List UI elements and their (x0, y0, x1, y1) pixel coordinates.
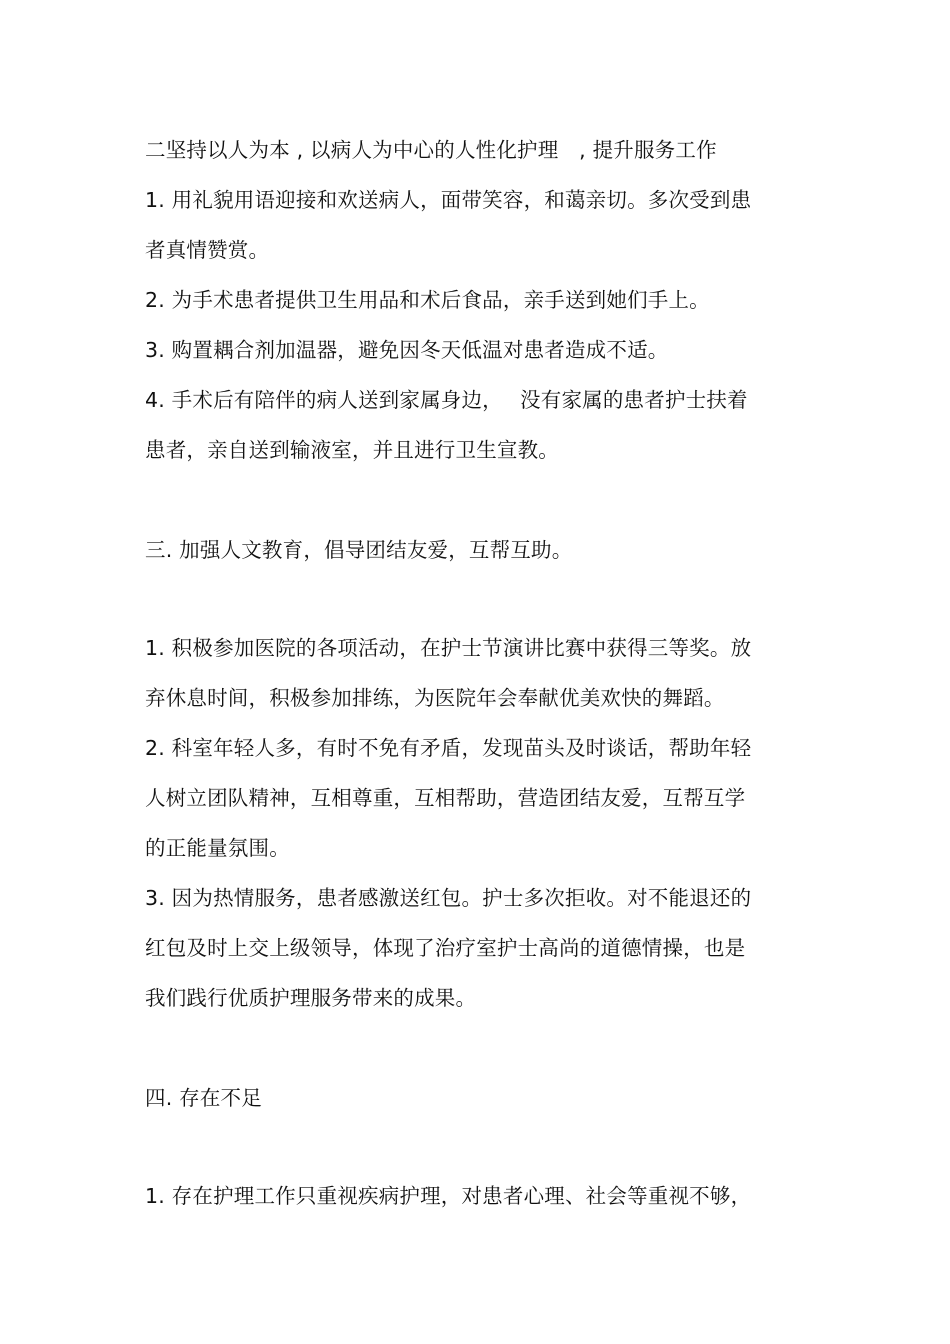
paragraph-line: 2. 为手术患者提供卫生用品和术后食品，亲手送到她们手上。 (145, 288, 710, 312)
paragraph-line: 1. 用礼貌用语迎接和欢送病人，面带笑容，和蔼亲切。多次受到患 (145, 188, 752, 212)
paragraph-line: 2. 科室年轻人多，有时不免有矛盾，发现苗头及时谈话，帮助年轻 (145, 736, 752, 760)
section-heading-3: 三. 加强人文教育，倡导团结友爱，互帮互助。 (145, 538, 573, 562)
paragraph-line: 我们践行优质护理服务带来的成果。 (145, 986, 477, 1010)
paragraph-line: 1. 存在护理工作只重视疾病护理，对患者心理、社会等重视不够， (145, 1184, 752, 1208)
paragraph-line: 1. 积极参加医院的各项活动，在护士节演讲比赛中获得三等奖。放 (145, 636, 752, 660)
paragraph-line: 红包及时上交上级领导，体现了治疗室护士高尚的道德情操，也是 (145, 936, 746, 960)
paragraph-line: 人树立团队精神，互相尊重，互相帮助，营造团结友爱，互帮互学 (145, 786, 746, 810)
paragraph-line: 3. 因为热情服务，患者感激送红包。护士多次拒收。对不能退还的 (145, 886, 752, 910)
paragraph-line: 的正能量氛围。 (145, 836, 290, 860)
paragraph-line: 者真情赞赏。 (145, 238, 270, 262)
section-heading-2: 二坚持以人为本 , 以病人为中心的人性化护理 , 提升服务工作 (145, 138, 717, 162)
paragraph-line: 3. 购置耦合剂加温器，避免因冬天低温对患者造成不适。 (145, 338, 669, 362)
paragraph-line: 4. 手术后有陪伴的病人送到家属身边， 没有家属的患者护士扶着 (145, 388, 748, 412)
paragraph-line: 弃休息时间，积极参加排练，为医院年会奉献优美欢快的舞蹈。 (145, 686, 725, 710)
paragraph-line: 患者，亲自送到输液室，并且进行卫生宣教。 (145, 438, 559, 462)
section-heading-4: 四. 存在不足 (145, 1086, 262, 1110)
